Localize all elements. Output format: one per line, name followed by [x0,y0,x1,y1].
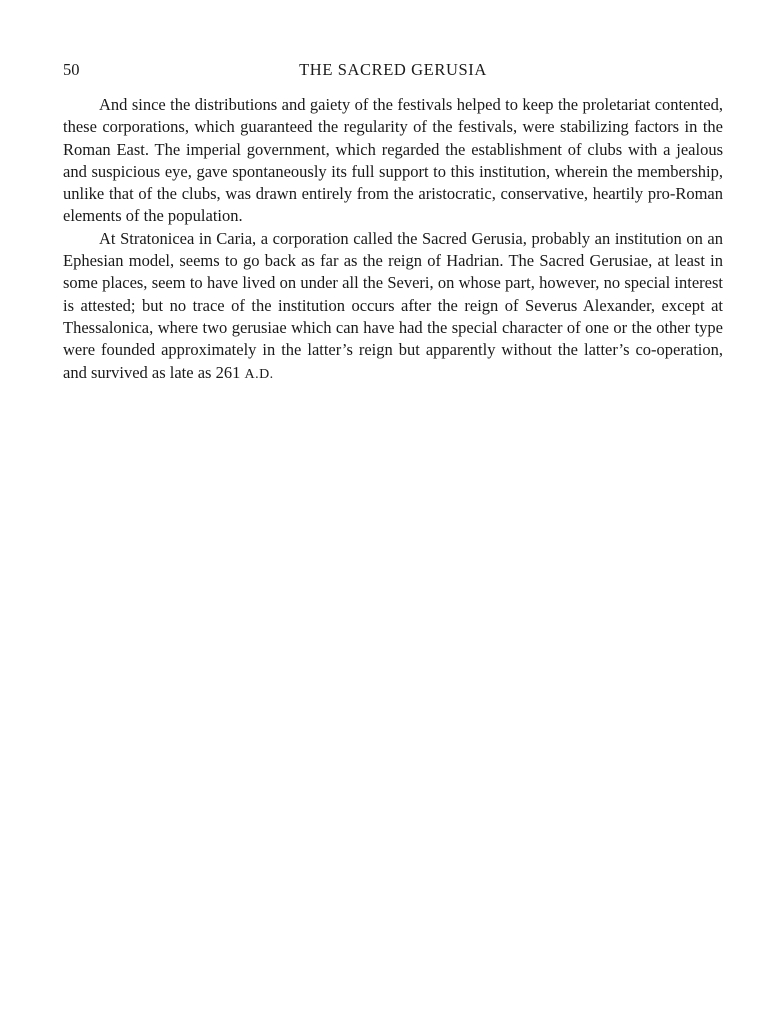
paragraph-1 [63,94,723,228]
paragraph-2-text: At Stratonicea in Caria, a corporation called the Sacred Gerusia, probably an institution on an Ephesian model, seems to go back as far as the reign of Hadrian. The Sacred Gerusiae, at least in some places, seem to have lived on under all the Severi, on whose part, however, no special interest is attested; but no trace of the institution occurs after the reign of Severus Alexander, except at Thessalonica, where two gerusiae which can have had the special character of one or the other type were founded approximately in the latter’s reign but apparently without the latter’s co-operation, and survived as late as 261 [63,228,723,382]
book-page [63,60,723,386]
running-title: THE SACRED GERUSIA [299,60,487,79]
era-abbreviation: A.D. [244,366,274,382]
running-head [63,60,723,86]
page-number: 50 [63,60,80,79]
paragraph-1-text: And since the distributions and gaiety of the festivals helped to keep the proletariat contented, these corporations, which guaranteed the regularity of the festivals, were stabilizing factors in the Roman East. The imperial government, which regarded the establishment of clubs with a jealous and suspicious eye, gave spontaneously its full support to this institution, wherein the membership, unlike that of the clubs, was drawn entirely from the aristocratic, conservative, heartily pro-Roman elements of the population. [63,95,723,226]
body-text [63,94,723,386]
paragraph-2 [63,228,723,386]
